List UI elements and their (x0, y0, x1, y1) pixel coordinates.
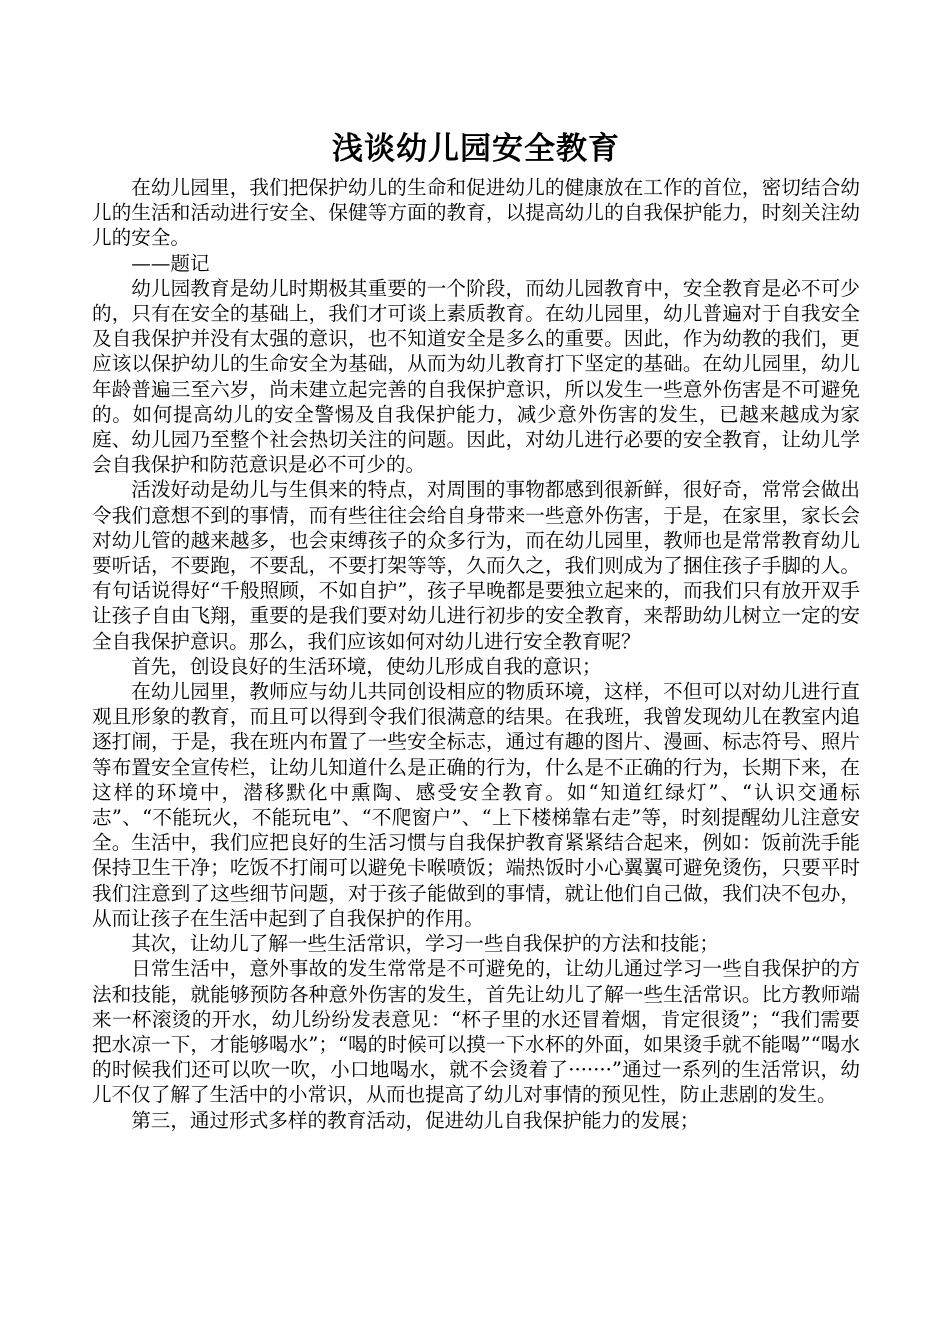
document-title: 浅谈幼儿园安全教育 (332, 131, 620, 167)
paragraph-life-knowledge: 日常生活中，意外事故的发生常常是不可避免的，让幼儿通过学习一些自我保护的方法和技能，就能够预防各种意外伤害的发生，首先让幼儿了解一些生活常识。比方教师端来一杯滚烫的开水，幼儿纷纷发表意见：“杯子里的水还冒着烟，肯定很烫”；“我们需要把水凉一下，才能够喝水”；“喝的时候可以摸一下水杯的外面，如果烫手就不能喝”“喝水的时候我们还可以吹一吹，小口地喝水，就不会烫着了·······”通过一系列的生活常识，幼儿不仅了解了生活中的小常识，从而也提高了幼儿对事情的预见性，防止悲剧的发生。 (92, 957, 860, 1107)
paragraph-environment: 在幼儿园里，教师应与幼儿共同创设相应的物质环境，这样，不但可以对幼儿进行直观且形象的教育，而且可以得到令我们很满意的结果。在我班，我曾发现幼儿在教室内追逐打闹，于是，我在班内布置了一些安全标志，通过有趣的图片、漫画、标志符号、照片等布置安全宣传栏，让幼儿知道什么是正确的行为，什么是不正确的行为，长期下来，在这样的环境中，潜移默化中熏陶、感受安全教育。如“知道红绿灯”、“认识交通标志”、“不能玩火，不能玩电”、“不爬窗户”、“上下楼梯靠右走”等，时刻提醒幼儿注意安全。生活中，我们应把良好的生活习惯与自我保护教育紧紧结合起来，例如：饭前洗手能保持卫生干净；吃饭不打闹可以避免卡喉喷饭；端热饭时小心翼翼可避免烫伤，只要平时我们注意到了这些细节问题，对于孩子能做到的事情，就让他们自己做，我们决不包办，从而让孩子在生活中起到了自我保护的作用。 (92, 680, 860, 930)
paragraph-nature-of-children: 活泼好动是幼儿与生俱来的特点，对周围的事物都感到很新鲜，很好奇，常常会做出令我们意想不到的事情，而有些往往会给自身带来一些意外伤害，于是，在家里，家长会对幼儿管的越来越多，也会束缚孩子的众多行为，而在幼儿园里，教师也是常常教育幼儿要听话，不要跑，不要乱，不要打架等等，久而久之，我们则成为了捆住孩子手脚的人。有句话说得好“千般照顾，不如自护”，孩子早晚都是要独立起来的，而我们只有放开双手让孩子自由飞翔，重要的是我们要对幼儿进行初步的安全教育，来帮助幼儿树立一定的安全自我保护意识。那么，我们应该如何对幼儿进行安全教育呢？ (92, 478, 860, 653)
paragraph-epigraph-attribution: ——题记 (131, 251, 210, 275)
document-page (92, 126, 860, 1133)
paragraph-second-point: 其次，让幼儿了解一些生活常识，学习一些自我保护的方法和技能； (131, 932, 719, 956)
paragraph-first-point: 首先，创设良好的生活环境，使幼儿形成自我的意识； (131, 654, 602, 678)
paragraph-third-point: 第三，通过形式多样的教育活动，促进幼儿自我保护能力的发展； (131, 1108, 700, 1132)
paragraph-importance: 幼儿园教育是幼儿时期极其重要的一个阶段，而幼儿园教育中，安全教育是必不可少的，只有在安全的基础上，我们才可谈上素质教育。在幼儿园里，幼儿普遍对于自我安全及自我保护并没有太强的意识，也不知道安全是多么的重要。因此，作为幼教的我们，更应该以保护幼儿的生命安全为基础，从而为幼儿教育打下坚定的基础。在幼儿园里，幼儿年龄普遍三至六岁，尚未建立起完善的自我保护意识，所以发生一些意外伤害是不可避免的。如何提高幼儿的安全警惕及自我保护能力，减少意外伤害的发生，已越来越成为家庭、幼儿园乃至整个社会热切关注的问题。因此，对幼儿进行必要的安全教育，让幼儿学会自我保护和防范意识是必不可少的。 (92, 276, 860, 477)
paragraph-intro: 在幼儿园里，我们把保护幼儿的生命和促进幼儿的健康放在工作的首位，密切结合幼儿的生活和活动进行安全、保健等方面的教育，以提高幼儿的自我保护能力，时刻关注幼儿的安全。 (92, 176, 860, 250)
